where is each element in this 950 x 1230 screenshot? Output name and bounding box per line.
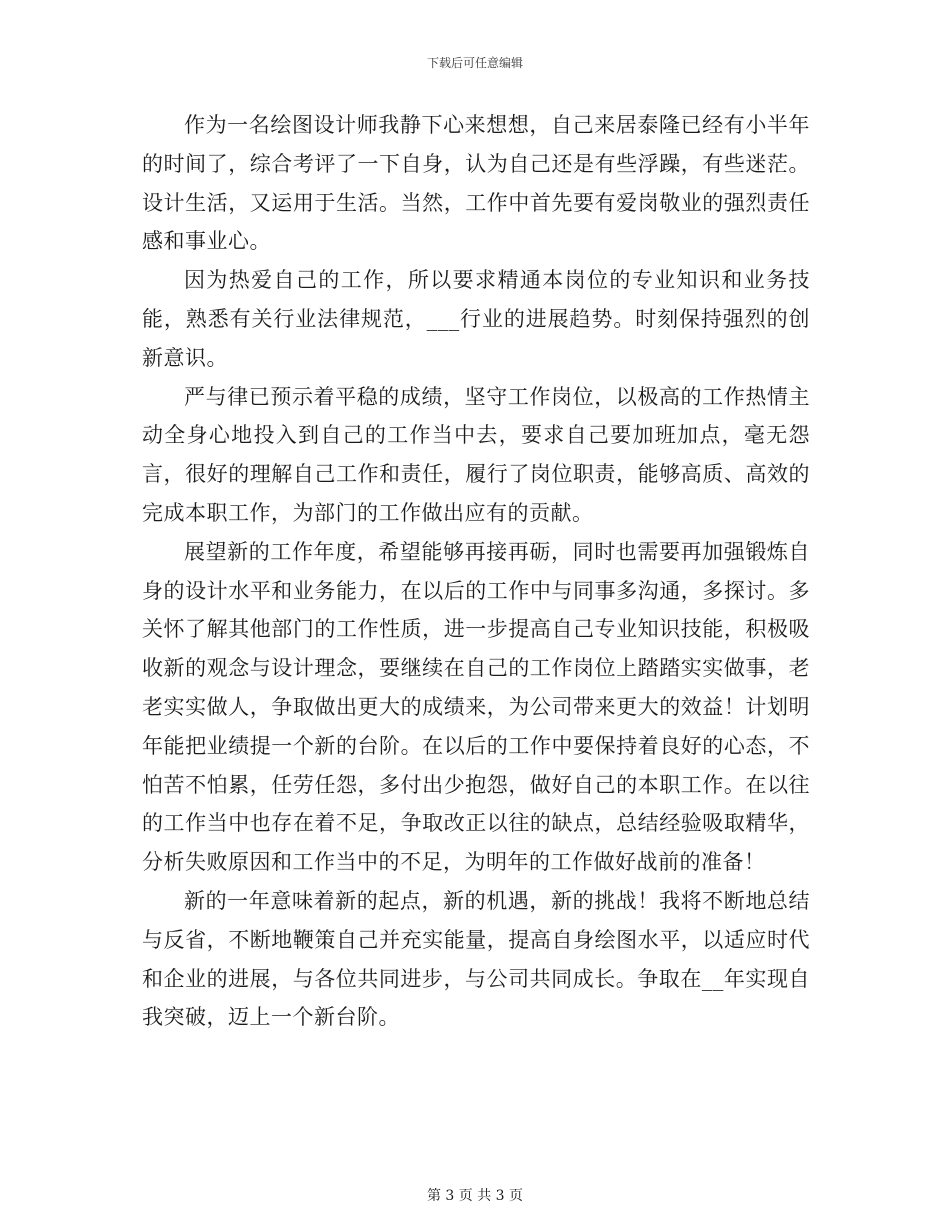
document-body (142, 106, 810, 1037)
paragraph-1: 作为一名绘图设计师我静下心来想想，自己来居泰隆已经有小半年的时间了，综合考评了一下自身，认为自己还是有些浮躁，有些迷茫。设计生活，又运用于生活。当然，工作中首先要有爱岗敬业的强烈责任感和事业心。 (142, 113, 810, 254)
paragraph-5: 新的一年意味着新的起点，新的机遇，新的挑战！我将不断地总结与反省，不断地鞭策自己并充实能量，提高自身绘图水平，以适应时代和企业的进展，与各位共同进步，与公司共同成长。争取在__年实现自我突破，迈上一个新台阶。 (142, 888, 810, 1030)
paragraph-4: 展望新的工作年度，希望能够再接再砺，同时也需要再加强锻炼自身的设计水平和业务能力，在以后的工作中与同事多沟通，多探讨。多关怀了解其他部门的工作性质，进一步提高自己专业知识技能，积极吸收新的观念与设计理念，要继续在自己的工作岗位上踏踏实实做事，老老实实做人，争取做出更大的成绩来，为公司带来更大的效益！计划明年能把业绩提一个新的台阶。在以后的工作中要保持着良好的心态，不怕苦不怕累，任劳任怨，多付出少抱怨，做好自己的本职工作。在以往的工作当中也存在着不足，争取改正以往的缺点，总结经验吸取精华，分析失败原因和工作当中的不足，为明年的工作做好战前的准备！ (142, 539, 810, 875)
paragraph-3: 严与律已预示着平稳的成绩，坚守工作岗位，以极高的工作热情主动全身心地投入到自己的工作当中去，要求自己要加班加点，毫无怨言，很好的理解自己工作和责任，履行了岗位职责，能够高质、高效的完成本职工作，为部门的工作做出应有的贡献。 (142, 384, 810, 525)
paragraph-2: 因为热爱自己的工作，所以要求精通本岗位的专业知识和业务技能，熟悉有关行业法律规范，___行业的进展趋势。时刻保持强烈的创新意识。 (142, 268, 810, 370)
page-number: 第 3 页 共 3 页 (426, 1188, 524, 1204)
page-header-note: 下载后可任意编辑 (426, 56, 523, 70)
